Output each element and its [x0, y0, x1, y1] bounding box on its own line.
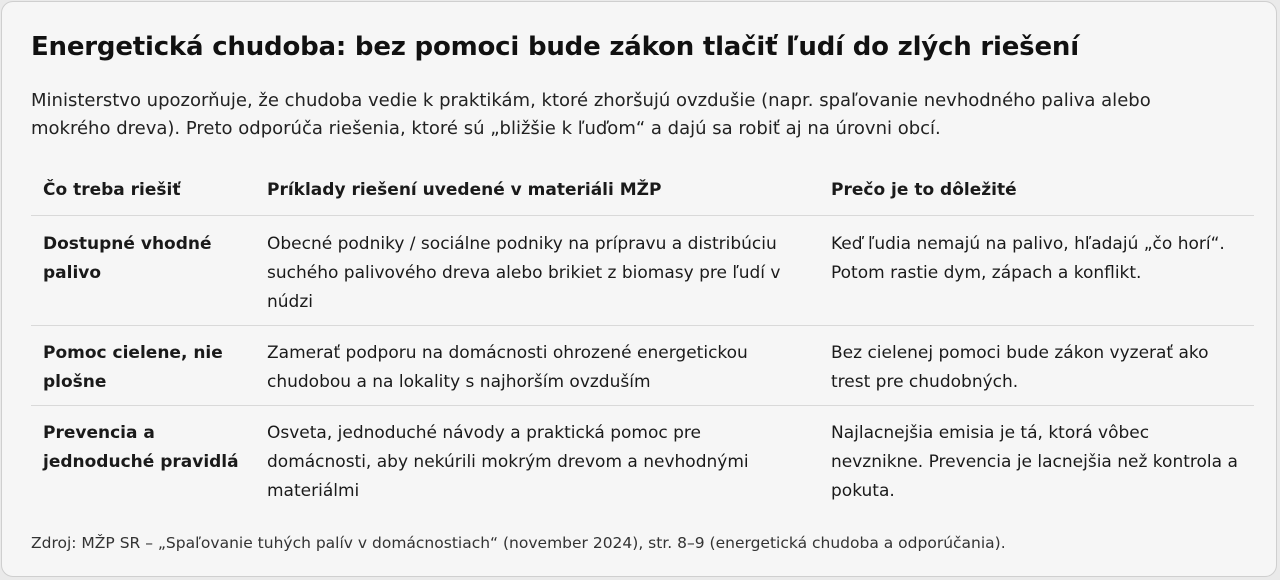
- header-examples: Príklady riešení uvedené v materiáli MŽP: [267, 180, 662, 200]
- row-issue: Dostupné vhodné palivo: [43, 234, 212, 283]
- row-examples: Obecné podniky / sociálne podniky na prípravu a distribúciu suchého palivového dreva alebo brikiet z biomasy pre ľudí v núdzi: [267, 234, 781, 312]
- header-issue: Čo treba riešiť: [43, 180, 181, 200]
- source-note: Zdroj: MŽP SR – „Spaľovanie tuhých palív v domácnostiach“ (november 2024), str. 8–9 (energetická chudoba a odporúčania).: [31, 534, 1006, 552]
- row-why: Bez cielenej pomoci bude zákon vyzerať ako trest pre chudobných.: [831, 343, 1209, 392]
- table-row: [31, 326, 1254, 406]
- info-card: [1, 1, 1277, 577]
- row-why: Keď ľudia nemajú na palivo, hľadajú „čo horí“. Potom rastie dym, zápach a konflikt.: [831, 234, 1225, 283]
- row-examples: Osveta, jednoduché návody a praktická pomoc pre domácnosti, aby nekúrili mokrým drevom a nevhodnými materiálmi: [267, 423, 749, 501]
- row-why: Najlacnejšia emisia je tá, ktorá vôbec nevznikne. Prevencia je lacnejšia než kontrola a pokuta.: [831, 423, 1238, 501]
- header-why: Prečo je to dôležité: [831, 180, 1017, 200]
- row-issue: Prevencia a jednoduché pravidlá: [43, 423, 239, 472]
- intro-text: Ministerstvo upozorňuje, že chudoba vedie k praktikám, ktoré zhoršujú ovzdušie (napr. spaľovanie nevhodného paliva alebo mokrého dreva). Preto odporúča riešenia, ktoré sú „bližšie k ľuďom“ a dajú sa robiť aj na úrovni obcí.: [31, 90, 1151, 139]
- row-issue: Pomoc cielene, nie plošne: [43, 343, 223, 392]
- recommendations-table: [31, 167, 1254, 516]
- table-row: [31, 216, 1254, 326]
- row-examples: Zamerať podporu na domácnosti ohrozené energetickou chudobou a na lokality s najhorším ovzduším: [267, 343, 748, 392]
- table-row: [31, 406, 1254, 516]
- card-title: Energetická chudoba: bez pomoci bude zákon tlačiť ľudí do zlých riešení: [31, 32, 1079, 62]
- table-header-row: [31, 167, 1254, 216]
